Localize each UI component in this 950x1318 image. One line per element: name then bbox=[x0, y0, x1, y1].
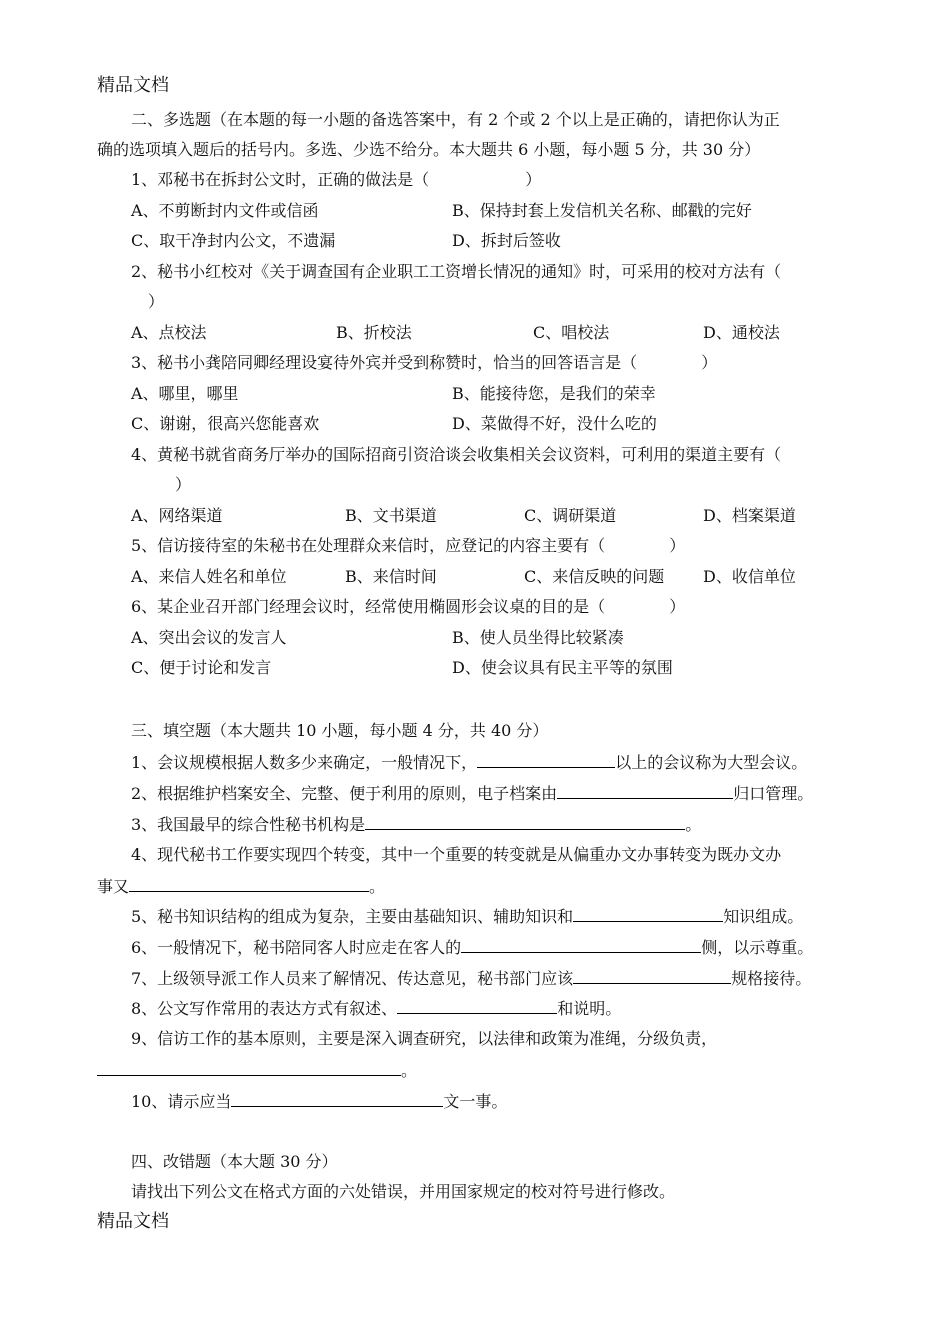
fill-question-9-line2: 。 bbox=[97, 1060, 417, 1080]
option-2-4-a: A、网络渠道 bbox=[131, 506, 223, 525]
fill-question-4-line2: 事又 。 bbox=[97, 877, 386, 896]
option-2-5-a: A、来信人姓名和单位 bbox=[131, 567, 287, 586]
page-header: 精品文档 bbox=[97, 75, 169, 96]
section2-intro-line1: 二、多选题（在本题的每一小题的备选答案中，有 2 个或 2 个以上是正确的，请把你认为正 bbox=[131, 110, 780, 129]
option-2-6-a: A、突出会议的发言人 bbox=[131, 628, 287, 647]
section2-intro-line2: 确的选项填入题后的括号内。多选、少选不给分。本大题共 6 小题，每小题 5 分，共 30 分） bbox=[97, 140, 761, 159]
answer-blank-3[interactable] bbox=[365, 814, 685, 830]
option-2-1-b: B、保持封套上发信机关名称、邮戳的完好 bbox=[452, 201, 752, 220]
fill-question-7: 7、上级领导派工作人员来了解情况、传达意见，秘书部门应该 规格接待。 bbox=[131, 969, 812, 988]
option-2-5-d: D、收信单位 bbox=[703, 567, 796, 586]
section4-title: 四、改错题（本大题 30 分） bbox=[131, 1152, 338, 1171]
option-2-5-b: B、来信时间 bbox=[345, 567, 437, 586]
option-2-2-b: B、折校法 bbox=[336, 323, 412, 342]
fill-question-5: 5、秘书知识结构的组成为复杂，主要由基础知识、辅助知识和 知识组成。 bbox=[131, 907, 804, 926]
fill-question-6: 6、一般情况下，秘书陪同客人时应走在客人的 侧，以示尊重。 bbox=[131, 938, 814, 957]
question-2-1-stem: 1、邓秘书在拆封公文时，正确的做法是（ ） bbox=[131, 170, 542, 189]
option-2-1-c: C、取干净封内公文，不遗漏 bbox=[131, 231, 336, 250]
answer-blank-7[interactable] bbox=[573, 968, 731, 984]
fill-question-10: 10、请示应当 文一事。 bbox=[131, 1092, 508, 1111]
answer-blank-6[interactable] bbox=[461, 937, 701, 953]
question-2-3-stem: 3、秘书小龚陪同卿经理设宴待外宾并受到称赞时，恰当的回答语言是（ ） bbox=[131, 353, 718, 372]
option-2-3-c: C、谢谢，很高兴您能喜欢 bbox=[131, 414, 320, 433]
answer-blank-9[interactable] bbox=[97, 1060, 401, 1076]
option-2-3-a: A、哪里，哪里 bbox=[131, 384, 239, 403]
answer-blank-10[interactable] bbox=[231, 1091, 443, 1107]
option-2-6-d: D、使会议具有民主平等的氛围 bbox=[452, 658, 673, 677]
fill-question-8: 8、公文写作常用的表达方式有叙述、 和说明。 bbox=[131, 999, 622, 1018]
page-footer: 精品文档 bbox=[97, 1211, 169, 1232]
question-2-5-stem: 5、信访接待室的朱秘书在处理群众来信时，应登记的内容主要有（ ） bbox=[131, 536, 686, 555]
option-2-5-c: C、来信反映的问题 bbox=[524, 567, 665, 586]
option-2-4-d: D、档案渠道 bbox=[703, 506, 796, 525]
question-2-4-stem: 4、黄秘书就省商务厅举办的国际招商引资洽谈会收集相关会议资料，可利用的渠道主要有（ bbox=[131, 445, 782, 464]
option-2-1-a: A、不剪断封内文件或信函 bbox=[131, 201, 319, 220]
option-2-4-b: B、文书渠道 bbox=[345, 506, 437, 525]
answer-blank-4[interactable] bbox=[129, 876, 369, 892]
option-2-2-d: D、通校法 bbox=[703, 323, 780, 342]
option-2-3-b: B、能接待您，是我们的荣幸 bbox=[452, 384, 656, 403]
fill-question-1: 1、会议规模根据人数多少来确定，一般情况下， 以上的会议称为大型会议。 bbox=[131, 753, 808, 772]
option-2-3-d: D、菜做得不好，没什么吃的 bbox=[452, 414, 657, 433]
option-2-2-a: A、点校法 bbox=[131, 323, 207, 342]
answer-blank-5[interactable] bbox=[573, 906, 723, 922]
fill-question-3: 3、我国最早的综合性秘书机构是 。 bbox=[131, 815, 702, 834]
question-2-2-stem: 2、秘书小红校对《关于调查国有企业职工工资增长情况的通知》时，可采用的校对方法有（ bbox=[131, 262, 782, 281]
fill-question-2: 2、根据维护档案安全、完整、便于利用的原则，电子档案由 归口管理。 bbox=[131, 784, 814, 803]
answer-blank-1[interactable] bbox=[477, 752, 615, 768]
option-2-6-c: C、便于讨论和发言 bbox=[131, 658, 272, 677]
option-2-4-c: C、调研渠道 bbox=[524, 506, 617, 525]
question-2-2-close: ） bbox=[148, 292, 165, 311]
option-2-6-b: B、使人员坐得比较紧凑 bbox=[452, 628, 624, 647]
fill-question-4-line1: 4、现代秘书工作要实现四个转变，其中一个重要的转变就是从偏重办文办事转变为既办文办 bbox=[131, 845, 782, 864]
fill-question-9-line1: 9、信访工作的基本原则，主要是深入调查研究，以法律和政策为准绳，分级负责， bbox=[131, 1029, 718, 1048]
question-2-6-stem: 6、某企业召开部门经理会议时，经常使用椭圆形会议桌的目的是（ ） bbox=[131, 597, 686, 616]
answer-blank-2[interactable] bbox=[557, 783, 733, 799]
section3-title: 三、填空题（本大题共 10 小题，每小题 4 分，共 40 分） bbox=[131, 721, 549, 740]
option-2-2-c: C、唱校法 bbox=[533, 323, 610, 342]
section4-instruction: 请找出下列公文在格式方面的六处错误，并用国家规定的校对符号进行修改。 bbox=[131, 1182, 676, 1201]
answer-blank-8[interactable] bbox=[397, 998, 557, 1014]
question-2-4-close: ） bbox=[175, 475, 192, 494]
option-2-1-d: D、拆封后签收 bbox=[452, 231, 561, 250]
